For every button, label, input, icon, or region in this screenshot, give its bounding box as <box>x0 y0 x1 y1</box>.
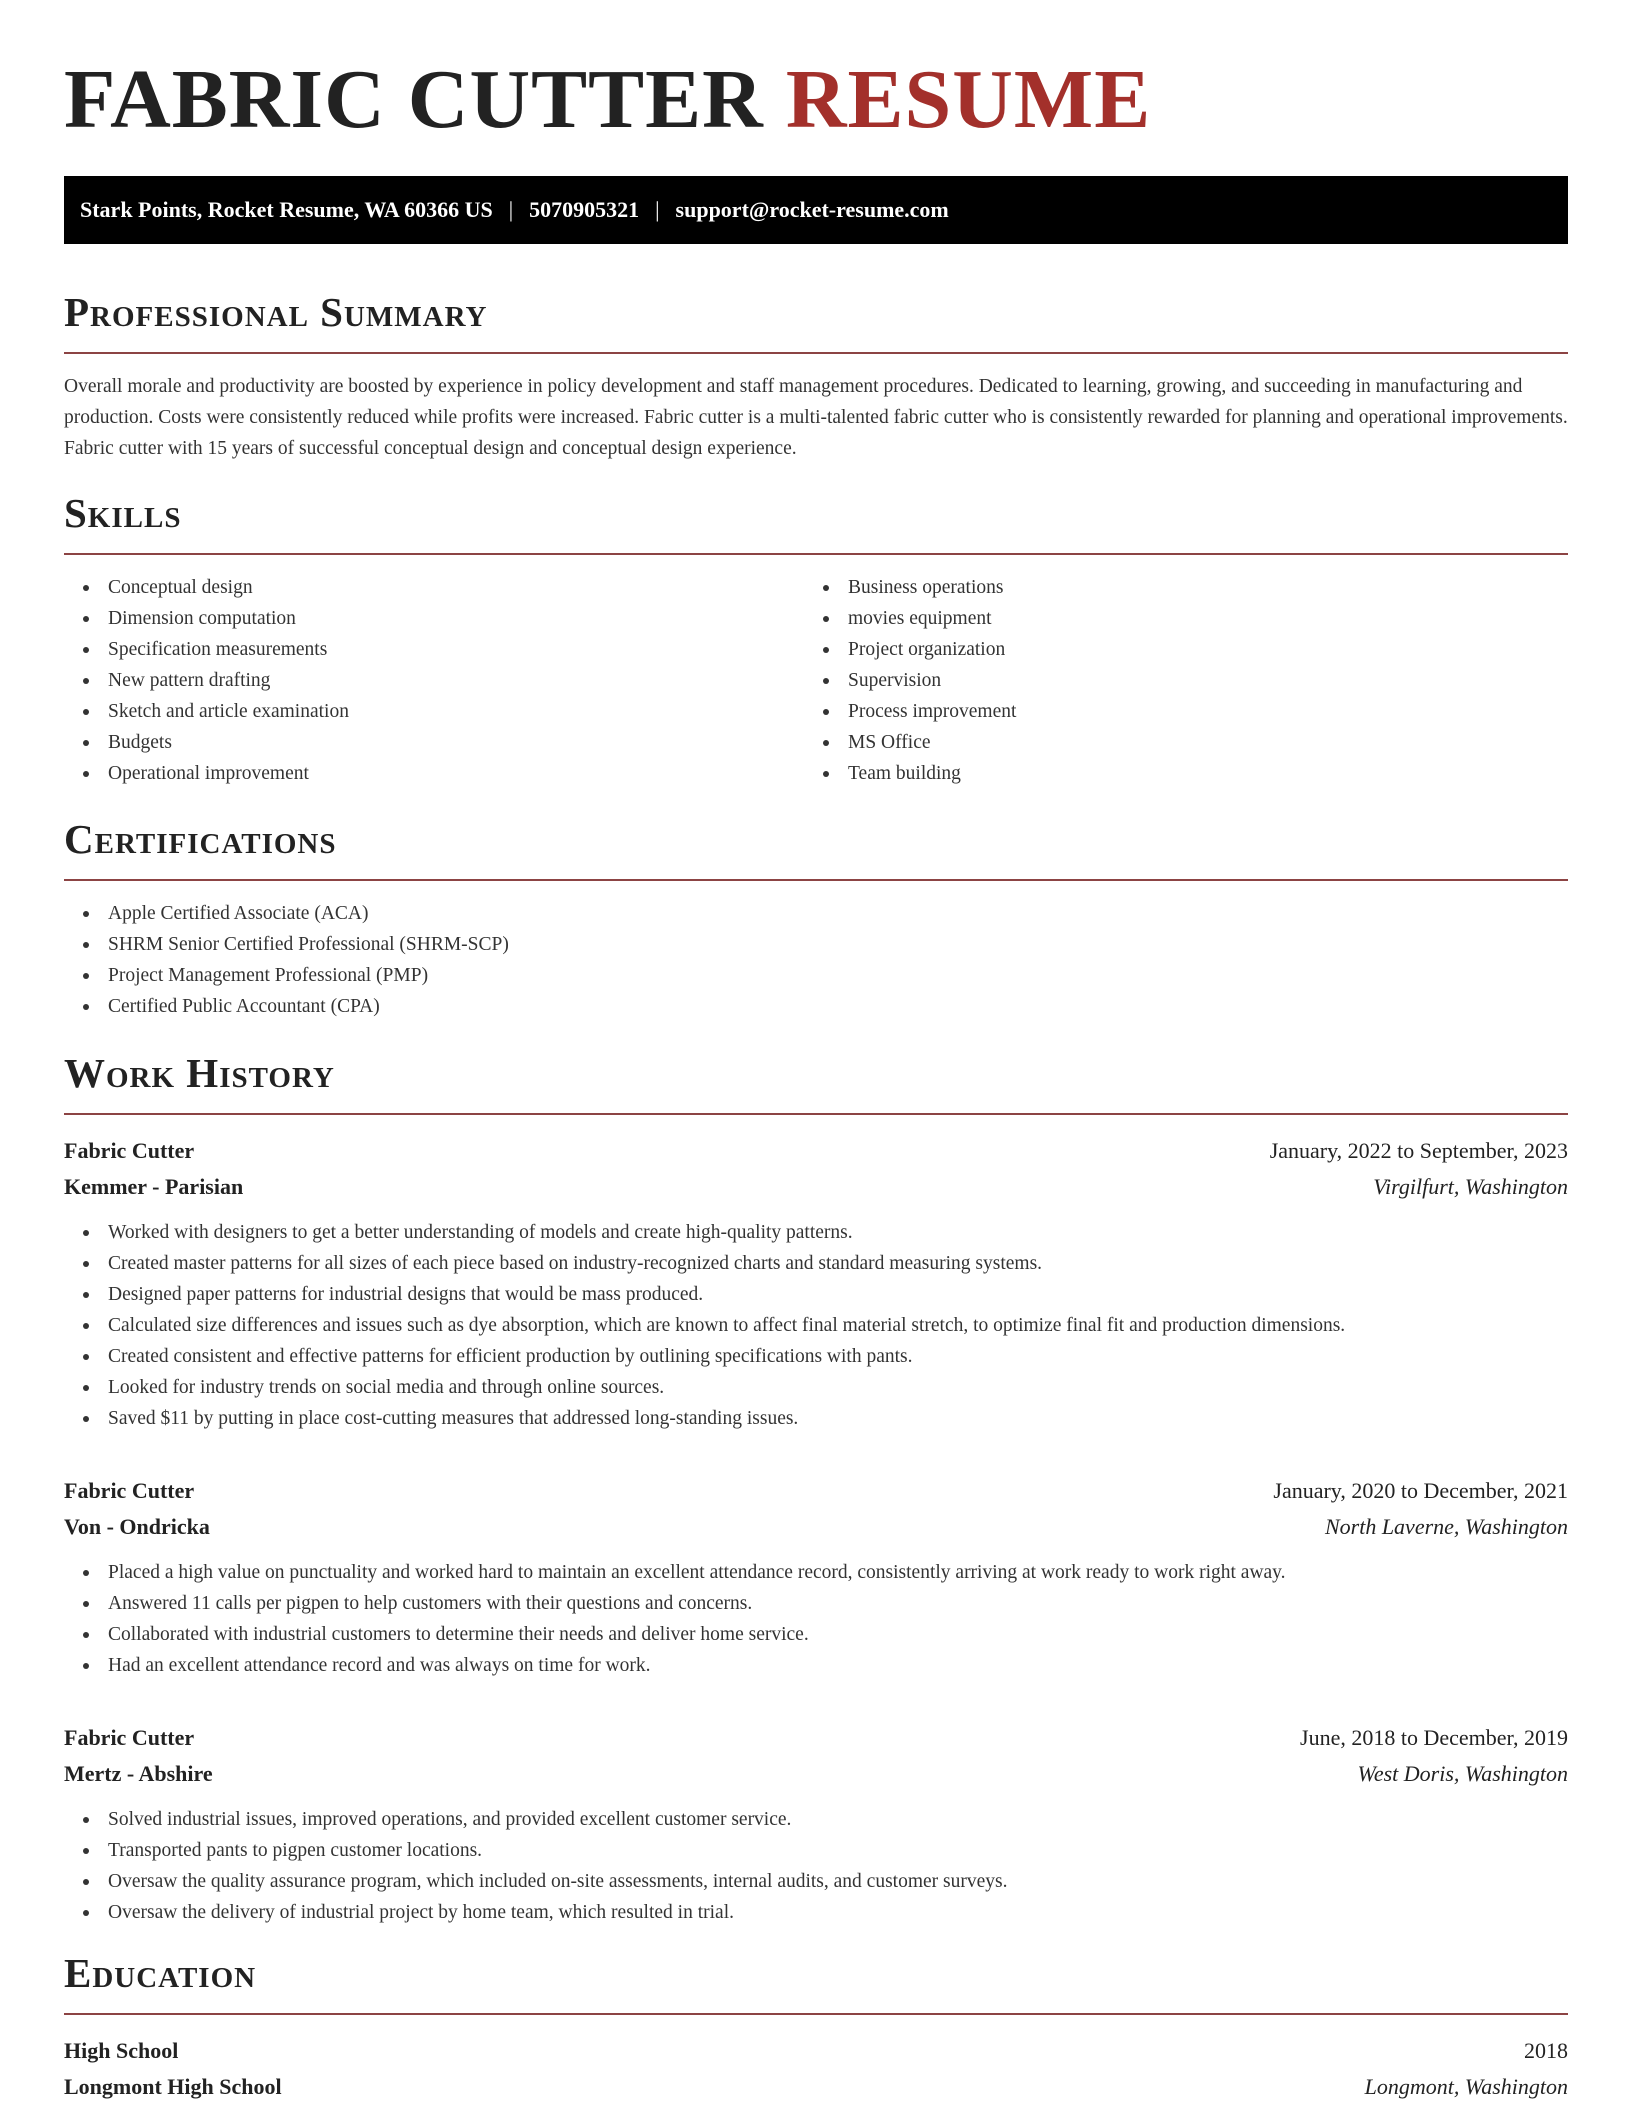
job-duty-item: Worked with designers to get a better understanding of models and create high-quality patterns. <box>64 1217 1568 1248</box>
contact-email: support@rocket-resume.com <box>675 197 949 222</box>
contact-phone: 5070905321 <box>529 197 640 222</box>
skills-grid <box>64 572 1568 789</box>
skill-item: Conceptual design <box>64 572 804 603</box>
education-heading: Education <box>64 1950 257 1996</box>
job-duty-item: Answered 11 calls per pigpen to help customers with their questions and concerns. <box>64 1588 1568 1619</box>
summary-text: Overall morale and productivity are boosted by experience in policy development and staff management procedures. Dedicated to learning, growing, and succeeding in manufacturing and production. Costs were consistently reduced while profits were increased. Fabric cutter is a multi-talented fabric cutter who is consistently rewarded for planning and operational improvements. Fabric cutter with 15 years of successful conceptual design and conceptual design experience. <box>64 376 1568 459</box>
job-company: Kemmer - Parisian <box>64 1174 244 1199</box>
job-duty-item: Had an excellent attendance record and was always on time for work. <box>64 1650 1568 1681</box>
skill-item: Project organization <box>804 634 1544 665</box>
skill-item: Budgets <box>64 727 804 758</box>
job-location: Virgilfurt, Washington <box>1373 1174 1568 1199</box>
job-duty-item: Created master patterns for all sizes of each piece based on industry-recognized charts and standard measuring systems. <box>64 1248 1568 1279</box>
education-school: Longmont High School <box>64 2074 282 2099</box>
certification-item: Certified Public Accountant (CPA) <box>64 991 1568 1022</box>
job-dates: January, 2022 to September, 2023 <box>1269 1138 1568 1163</box>
skills-list-left <box>64 572 804 789</box>
summary-heading: Professional Summary <box>64 289 488 335</box>
skill-item: New pattern drafting <box>64 665 804 696</box>
certification-item: Apple Certified Associate (ACA) <box>64 898 1568 929</box>
job-duty-item: Created consistent and effective patterns for efficient production by outlining specifications with pants. <box>64 1341 1568 1372</box>
job-location: North Laverne, Washington <box>1324 1514 1568 1539</box>
job-location: West Doris, Washington <box>1357 1761 1568 1786</box>
job-duties <box>64 1804 1568 1928</box>
skill-item: Sketch and article examination <box>64 696 804 727</box>
skill-item: MS Office <box>804 727 1544 758</box>
contact-separator: | <box>508 197 514 222</box>
job-dates: January, 2020 to December, 2021 <box>1273 1478 1568 1503</box>
work-history-section <box>64 1049 1568 1928</box>
education-section <box>64 1949 1568 2105</box>
certifications-heading: Certifications <box>64 816 337 862</box>
job-duty-item: Calculated size differences and issues such as dye absorption, which are known to affect final material stretch, to optimize final fit and production dimensions. <box>64 1310 1568 1341</box>
education-location: Longmont, Washington <box>1364 2074 1568 2099</box>
job-duty-item: Oversaw the delivery of industrial project by home team, which resulted in trial. <box>64 1897 1568 1928</box>
certifications-section <box>64 815 1568 1022</box>
job-company: Von - Ondricka <box>64 1514 210 1539</box>
skill-item: Business operations <box>804 572 1544 603</box>
certifications-list <box>64 898 1568 1022</box>
skills-list-right <box>804 572 1544 789</box>
job-duty-item: Oversaw the quality assurance program, which included on-site assessments, internal audits, and customer surveys. <box>64 1866 1568 1897</box>
job-company: Mertz - Abshire <box>64 1761 213 1786</box>
job-duties <box>64 1217 1568 1434</box>
skill-item: Dimension computation <box>64 603 804 634</box>
skill-item: Specification measurements <box>64 634 804 665</box>
job-duty-item: Transported pants to pigpen customer locations. <box>64 1835 1568 1866</box>
certification-item: SHRM Senior Certified Professional (SHRM-SCP) <box>64 929 1568 960</box>
job-duty-item: Looked for industry trends on social media and through online sources. <box>64 1372 1568 1403</box>
contact-address: Stark Points, Rocket Resume, WA 60366 US <box>80 197 493 222</box>
title-main: FABRIC CUTTER <box>64 53 764 146</box>
job-duty-item: Designed paper patterns for industrial designs that would be mass produced. <box>64 1279 1568 1310</box>
resume-page <box>64 0 1568 2099</box>
skill-item: Process improvement <box>804 696 1544 727</box>
job-entry <box>64 1133 1568 1434</box>
job-duty-item: Collaborated with industrial customers to determine their needs and deliver home service. <box>64 1619 1568 1650</box>
job-dates: June, 2018 to December, 2019 <box>1300 1725 1568 1750</box>
education-year: 2018 <box>1524 2038 1568 2063</box>
skill-item: Team building <box>804 758 1544 789</box>
education-degree: High School <box>64 2038 179 2063</box>
contact-bar <box>64 176 1568 244</box>
job-entry <box>64 1473 1568 1681</box>
contact-separator: | <box>655 197 660 222</box>
skill-item: movies equipment <box>804 603 1544 634</box>
resume-title <box>64 0 1568 146</box>
job-duty-item: Saved $11 by putting in place cost-cutting measures that addressed long-standing issues. <box>64 1403 1568 1434</box>
skills-heading: Skills <box>64 490 182 536</box>
job-duties <box>64 1557 1568 1681</box>
job-title: Fabric Cutter <box>64 1478 195 1503</box>
job-duty-item: Placed a high value on punctuality and worked hard to maintain an excellent attendance record, consistently arriving at work ready to work right away. <box>64 1557 1568 1588</box>
work-history-heading: Work History <box>64 1050 335 1096</box>
skill-item: Operational improvement <box>64 758 804 789</box>
job-title: Fabric Cutter <box>64 1725 195 1750</box>
summary-section <box>64 288 1568 464</box>
job-duty-item: Solved industrial issues, improved operations, and provided excellent customer service. <box>64 1804 1568 1835</box>
certification-item: Project Management Professional (PMP) <box>64 960 1568 991</box>
job-title: Fabric Cutter <box>64 1138 195 1163</box>
skill-item: Supervision <box>804 665 1544 696</box>
skills-section <box>64 489 1568 789</box>
job-entry <box>64 1720 1568 1928</box>
title-accent: RESUME <box>785 53 1152 146</box>
